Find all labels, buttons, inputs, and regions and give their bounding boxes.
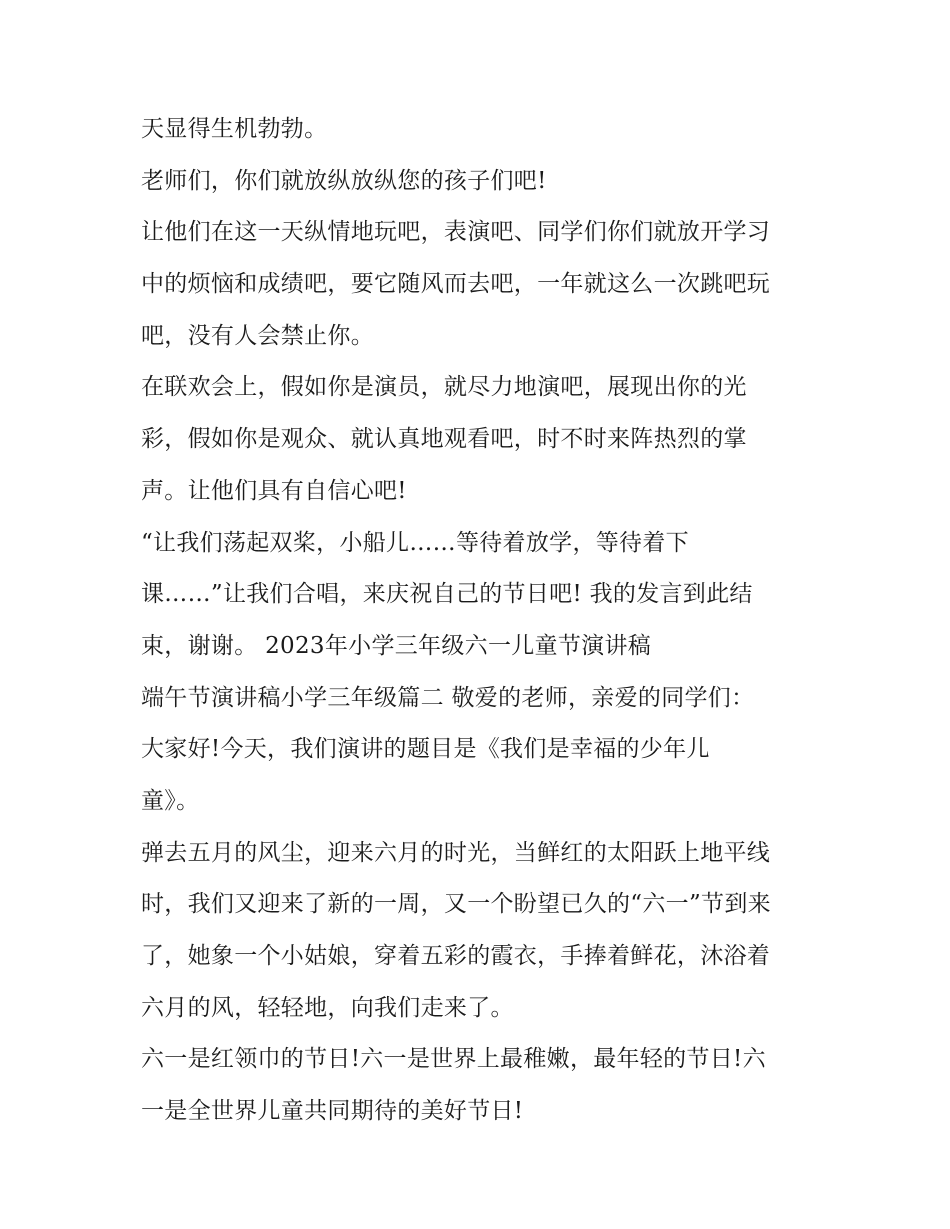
text-line: 端午节演讲稿小学三年级篇二 敬爱的老师，亲爱的同学们： <box>141 684 755 711</box>
text-line: 中的烦恼和成绩吧，要它随风而去吧，一年就这么一次跳吧玩 <box>141 271 771 298</box>
text-line: 六一是红领巾的节日!六一是世界上最稚嫩，最年轻的节日!六 <box>141 1046 766 1073</box>
text-line: 声。让他们具有自信心吧! <box>141 477 407 504</box>
document-body <box>141 104 821 1138</box>
text-line: 时，我们又迎来了新的一周，又一个盼望已久的“六一”节到来 <box>141 891 771 918</box>
text-line: 天显得生机勃勃。 <box>141 116 328 142</box>
text-line: 童》。 <box>141 787 200 814</box>
text-line: 彩，假如你是观众、就认真地观看吧，时不时来阵热烈的掌 <box>141 426 747 453</box>
text-line: 六月的风，轻轻地，向我们走来了。 <box>141 994 514 1021</box>
text-line: 束，谢谢。 2023年小学三年级六一儿童节演讲稿 <box>141 632 652 659</box>
text-line: “让我们荡起双桨，小船儿……等待着放学，等待着下 <box>141 529 689 556</box>
text-line: 课……”让我们合唱，来庆祝自己的节日吧! 我的发言到此结 <box>141 581 753 608</box>
text-line: 了，她象一个小姑娘，穿着五彩的霞衣，手捧着鲜花，沐浴着 <box>141 943 771 969</box>
text-line: 在联欢会上，假如你是演员，就尽力地演吧，展现出你的光 <box>141 374 747 401</box>
text-line: 让他们在这一天纵情地玩吧，表演吧、同学们你们就放开学习 <box>141 219 771 246</box>
text-line: 一是全世界儿童共同期待的美好节日! <box>141 1098 524 1125</box>
text-line: 弹去五月的风尘，迎来六月的时光，当鲜红的太阳跃上地平线 <box>141 839 771 866</box>
text-line: 大家好!今天，我们演讲的题目是《我们是幸福的少年儿 <box>141 736 710 763</box>
text-line: 老师们，你们就放纵放纵您的孩子们吧! <box>141 167 547 194</box>
text-line: 吧，没有人会禁止你。 <box>141 322 374 349</box>
